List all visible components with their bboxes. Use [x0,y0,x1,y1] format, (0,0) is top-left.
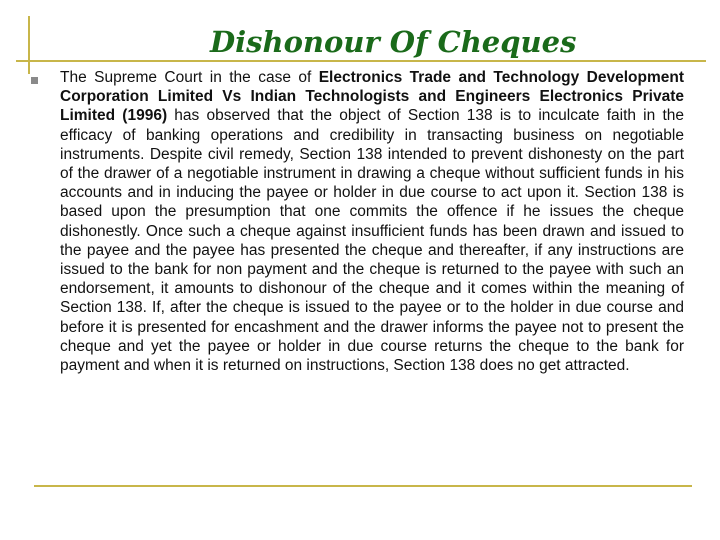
body-intro-text: The Supreme Court in the case of [60,69,319,86]
body-main-text: has observed that the object of Section 138 is to inculcate faith in the efficacy of banking operations and credibility in transacting business on negotiable instruments. Despite civil remedy, Section 138 intended to prevent dishonesty on the part of the drawer of a negotiable instrument in drawing a cheque without sufficient funds in his accounts and in inducing the payee or holder in due course to act upon it. Section 138 is based upon the presumption that one commits the offence if he issues the cheque dishonestly. Once such a cheque against insufficient funds has been drawn and issued to the payee and the payee has presented the cheque and thereafter, if any instructions are issued to the bank for non payment and the cheque is returned to the payee with such an endorsement, it amounts to dishonour of the cheque and it comes within the meaning of Section 138. If, after the cheque is issued to the payee or to the holder in due course and before it is presented for encashment and the drawer informs the payee not to present the cheque and yet the payee or holder in due course returns the cheque to the bank for payment and when it is returned on instructions, Section 138 does no get attracted. [60,107,684,375]
case-name-text: Electronics Trade and Technology Development Corporation Limited Vs Indian Technologists and Engineers Electronics Private Limited (1996) [60,69,684,125]
bottom-rule [34,485,692,487]
square-bullet-icon [31,77,38,84]
slide-title: Dishonour Of Cheques [210,25,577,59]
body-paragraph [60,68,684,375]
decorative-vertical-rule [28,16,30,74]
